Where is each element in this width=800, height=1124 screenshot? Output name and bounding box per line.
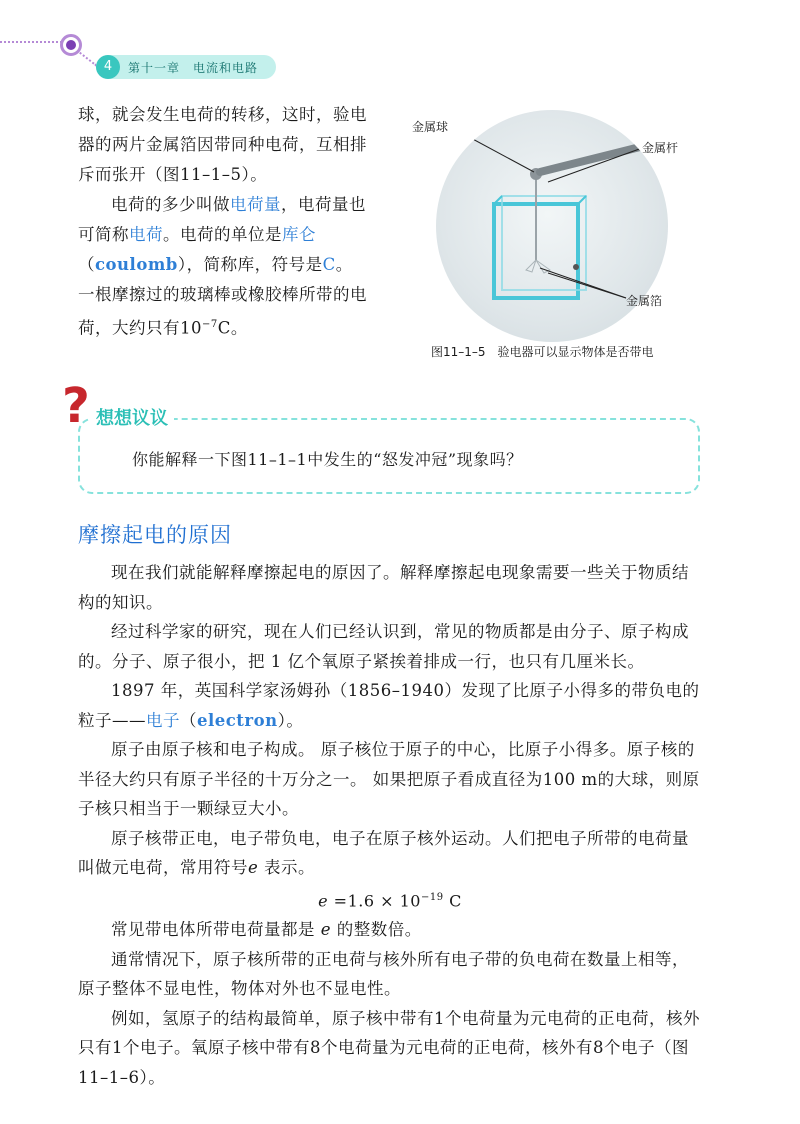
paragraph	[78, 915, 702, 945]
text-run: 一根摩擦过的玻璃棒或橡胶棒所带的电荷，大约只有10	[78, 285, 367, 338]
text-run: 的整数倍。	[331, 920, 422, 940]
symbol-e: e	[248, 858, 259, 877]
chapter-title: 第十一章 电流和电路	[128, 61, 259, 75]
intro-paragraph-1: 球，就会发生电荷的转移，这时，验电器的两片金属箔因带同种电荷，互相排斥而张开（图11–1–5）。	[78, 105, 367, 184]
label-metal-rod: 金属杆	[642, 141, 679, 155]
equation-exponent: −19	[420, 891, 444, 903]
term-coulomb-latin: coulomb	[95, 255, 178, 274]
text-run: ），简称库，符号是	[177, 255, 323, 274]
elementary-charge-equation	[78, 883, 702, 916]
term-coulomb: 库仑	[282, 225, 316, 244]
glass-case-back	[502, 196, 586, 290]
paragraph	[78, 676, 702, 735]
intro-paragraph-3	[78, 280, 378, 344]
text-run: ，电荷量也可简称	[78, 195, 366, 244]
header-dotted-line	[0, 41, 62, 43]
text-run: 电荷的多少叫做	[111, 195, 230, 214]
glass-case-edge	[578, 196, 586, 204]
term-electron: 电子	[146, 710, 180, 730]
text-run: C。	[217, 318, 248, 338]
label-metal-foil: 金属箔	[626, 294, 663, 308]
term-charge: 电荷	[129, 225, 163, 244]
text-run: 。电荷的单位是	[163, 225, 282, 244]
equation-symbol: e	[318, 890, 329, 910]
question-mark-icon: ?	[62, 378, 90, 434]
text-run: 表示。	[258, 858, 316, 877]
paragraph: 例如，氢原子的结构最简单，原子核中带有1个电荷量为元电荷的正电荷，核外只有1个电子。氧原子核中带有8个电荷量为元电荷的正电荷，核外有8个电子（图11–1–6）。	[78, 1008, 700, 1087]
text-run: 常见带电体所带电荷量都是	[111, 920, 321, 940]
knob	[573, 264, 579, 270]
page-number: 4	[96, 55, 120, 79]
term-electron-latin: electron	[197, 710, 278, 730]
symbol-e: e	[320, 920, 332, 940]
text-run: （	[78, 255, 95, 274]
think-discuss-title: 想想议议	[90, 404, 174, 430]
paragraph: 经过科学家的研究，现在人们已经认识到，常见的物质都是由分子、原子构成的。分子、原子很小，把 1 亿个氧原子紧挨着排成一行，也只有几厘米长。	[78, 622, 689, 671]
text-run: （	[180, 710, 197, 730]
paragraph: 现在我们就能解释摩擦起电的原因了。解释摩擦起电现象需要一些关于物质结构的知识。	[78, 563, 689, 612]
text-run: 原子核带正电，电子带负电，电子在原子核外运动。人们把电子所带的电荷量叫做元电荷，常用符号	[78, 828, 689, 877]
text-run: 1897 年，英国科学家汤姆孙（1856–1940）发现了比原子小得多的带负电的粒子——	[78, 681, 700, 730]
text-run: 。	[335, 255, 353, 274]
section-body	[78, 558, 702, 1092]
intro-paragraph-2	[78, 190, 378, 280]
header-dotted-connector	[77, 50, 97, 66]
metal-foil-left	[526, 260, 536, 272]
paragraph: 通常情况下，原子核所带的正电荷与核外所有电子带的负电荷在数量上相等，原子整体不显电性，物体对外也不显电性。	[78, 949, 689, 999]
paragraph: 原子由原子核和电子构成。 原子核位于原子的中心，比原子小得多。原子核的半径大约只有原子半径的十万分之一。 如果把原子看成直径为100 m的大球，则原子核只相当于一颗绿豆大小。	[78, 740, 700, 818]
label-metal-ball: 金属球	[412, 120, 449, 134]
figure-caption: 图11–1–5 验电器可以显示物体是否带电	[431, 345, 654, 359]
leader-ball	[456, 130, 534, 172]
term-symbol-c: C	[322, 255, 336, 274]
term-charge-quantity: 电荷量	[230, 195, 281, 214]
text-run: ）。	[277, 710, 304, 730]
think-discuss-question: 你能解释一下图11–1–1中发生的“怒发冲冠”现象吗？	[132, 450, 523, 469]
section-title: 摩擦起电的原因	[78, 523, 232, 547]
exponent: −7	[202, 319, 218, 330]
intro-text	[78, 100, 378, 344]
equation-value: =1.6 × 10	[328, 890, 421, 910]
paragraph	[78, 824, 702, 883]
equation-unit: C	[443, 890, 462, 910]
